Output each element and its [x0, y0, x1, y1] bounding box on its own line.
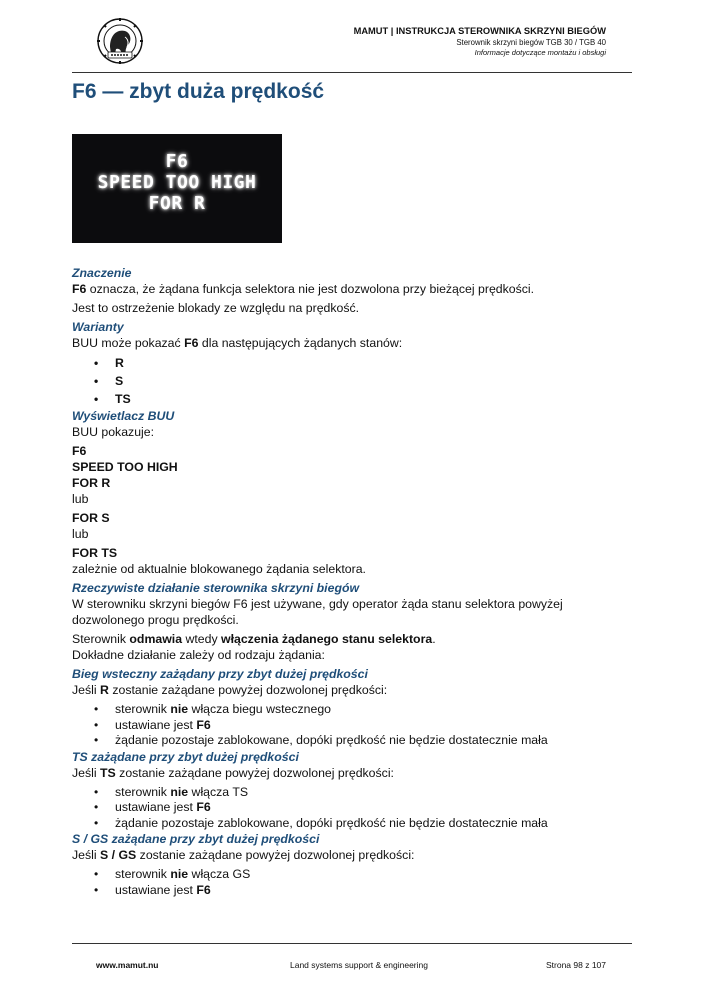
meaning-paragraph: F6 oznacza, że żądana funkcja selektora nie jest dozwolona przy bieżącej prędkości. — [72, 282, 535, 296]
variants-intro: BUU może pokazać F6 dla następujących żądanych stanów: — [72, 336, 403, 350]
sgs-intro: Jeśli S / GS zostanie zażądane powyżej dozwolonej prędkości: — [72, 848, 415, 862]
page-title: F6 — zbyt duża prędkość — [72, 80, 325, 103]
header-divider — [72, 72, 632, 73]
footer-company: Land systems support & engineering — [290, 960, 428, 970]
section-heading-display: Wyświetlacz BUU — [72, 409, 175, 423]
section-heading-sgs: S / GS zażądane przy zbyt dużej prędkości — [72, 832, 320, 846]
section-heading-behavior: Rzeczywiste działanie sterownika skrzyni biegów — [72, 581, 360, 595]
sgs-list — [72, 867, 632, 898]
list-item: • R — [115, 354, 632, 372]
display-outro: zależnie od aktualnie blokowanego żądania selektora. — [72, 562, 366, 576]
page-header — [354, 25, 606, 58]
footer-page-number: Strona 98 z 107 — [545, 960, 606, 970]
behavior-paragraph: W sterowniku skrzyni biegów F6 jest używane, gdy operator żąda stanu selektora powyżej dozwolonego progu prędkości. — [72, 597, 563, 627]
list-item: • TS — [115, 390, 632, 408]
list-item: • ustawiane jest F6 — [115, 718, 632, 734]
footer-divider — [72, 943, 632, 944]
reverse-list — [72, 702, 632, 749]
display-intro: BUU pokazuje: — [72, 425, 155, 439]
display-line-1: F6 — [165, 151, 189, 172]
list-item: • sterownik nie włącza GS — [115, 867, 632, 883]
display-or-2: lub — [72, 527, 89, 541]
reverse-intro: Jeśli R zostanie zażądane powyżej dozwolonej prędkości: — [72, 683, 388, 697]
display-or-1: lub — [72, 492, 89, 506]
ts-list — [72, 785, 632, 832]
header-note: Informacje dotyczące montażu i obsługi — [474, 48, 606, 57]
behavior-refusal: Sterownik odmawia wtedy włączenia żądanego stanu selektora. — [72, 632, 436, 646]
display-text-f6: F6 — [72, 444, 87, 458]
section-heading-variants: Warianty — [72, 320, 124, 334]
section-heading-meaning: Znaczenie — [72, 266, 132, 280]
display-line-2: SPEED TOO HIGH — [97, 172, 257, 193]
header-title: MAMUT | INSTRUKCJA STEROWNIKA SKRZYNI BIEGÓW — [353, 26, 606, 36]
document-body — [72, 265, 632, 898]
header-subtitle: Sterownik skrzyni biegów TGB 30 / TGB 40 — [456, 38, 606, 47]
list-item: • żądanie pozostaje zablokowane, dopóki prędkość nie będzie dostatecznie mała — [115, 733, 632, 749]
section-heading-ts: TS zażądane przy zbyt dużej prędkości — [72, 749, 299, 764]
display-text-speed: SPEED TOO HIGH — [72, 460, 178, 474]
list-item: • sterownik nie włącza biegu wstecznego — [115, 702, 632, 718]
footer-website-link[interactable]: www.mamut.nu — [96, 960, 159, 970]
list-item: • żądanie pozostaje zablokowane, dopóki prędkość nie będzie dostatecznie mała — [115, 816, 632, 832]
variants-list — [72, 354, 632, 408]
list-item: • sterownik nie włącza TS — [115, 785, 632, 801]
list-item: • ustawiane jest F6 — [115, 800, 632, 816]
display-screen-image — [72, 134, 282, 243]
list-item: • ustawiane jest F6 — [115, 883, 632, 899]
behavior-note: Dokładne działanie zależy od rodzaju żądania: — [72, 648, 325, 662]
section-heading-reverse: Bieg wsteczny zażądany przy zbyt dużej prędkości — [72, 667, 368, 681]
ts-intro: Jeśli TS zostanie zażądane powyżej dozwolonej prędkości: — [72, 765, 394, 780]
mamut-logo — [95, 17, 145, 65]
display-text-for-s: FOR S — [72, 511, 110, 525]
display-line-3: FOR R — [148, 193, 206, 214]
display-text-for-ts: FOR TS — [72, 546, 118, 560]
meaning-note: Jest to ostrzeżenie blokady ze względu na prędkość. — [72, 301, 360, 315]
list-item: • S — [115, 372, 632, 390]
display-text-for-r: FOR R — [72, 476, 111, 490]
